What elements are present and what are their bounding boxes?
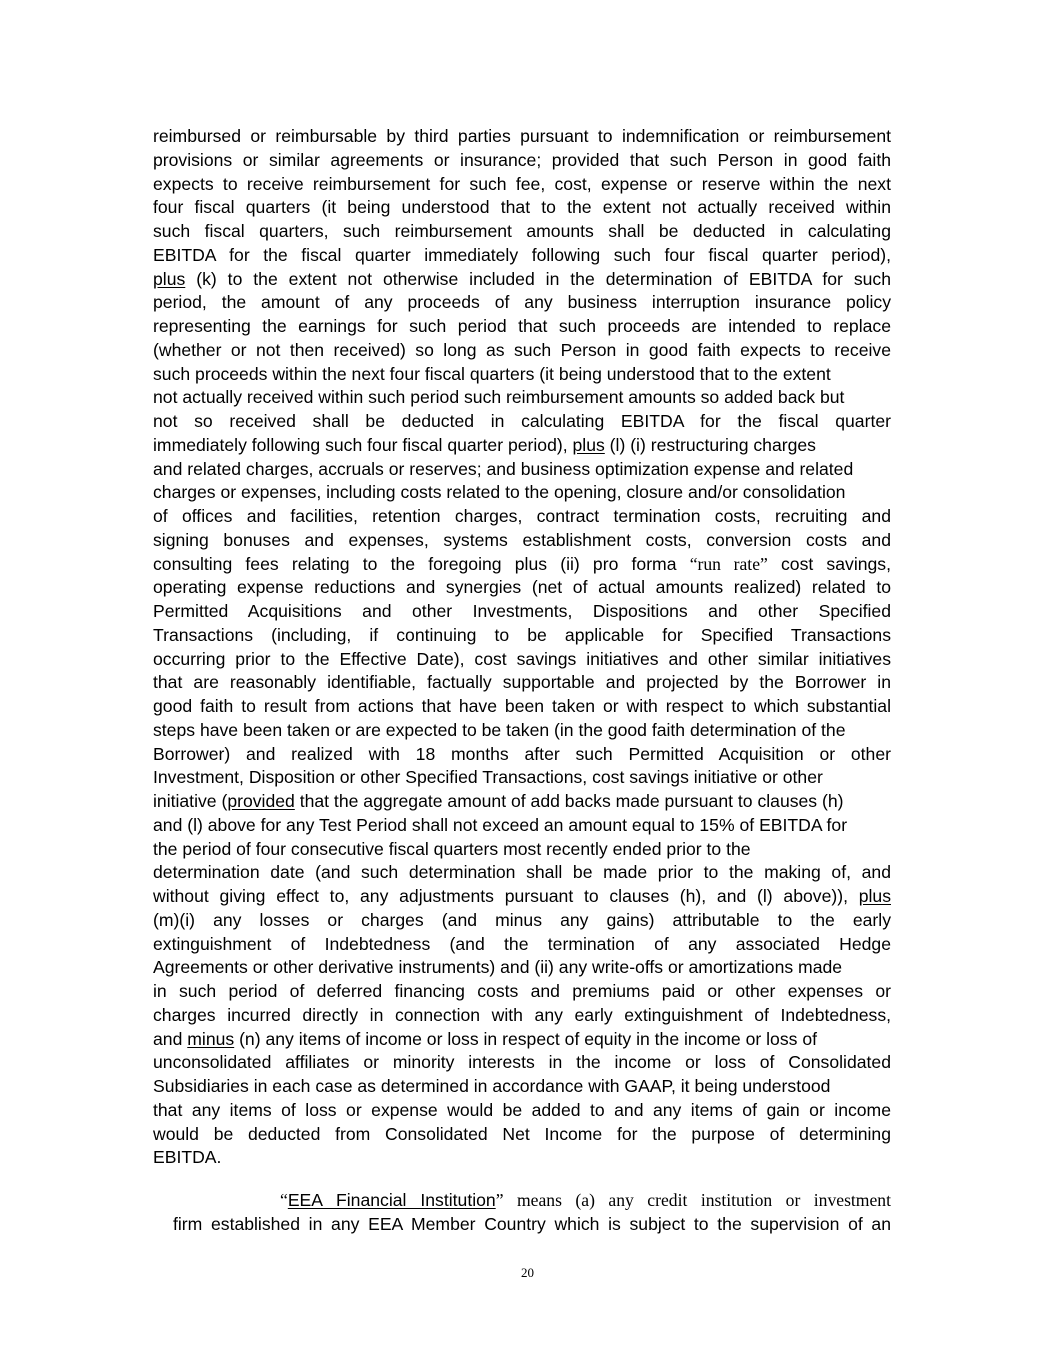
- text-line: of offices and facilities, retention charges, contract termination costs, recruiting and: [153, 506, 891, 526]
- text-line: such proceeds within the next four fiscal quarters (it being understood that to the extent: [153, 363, 831, 384]
- plus-term: plus: [572, 434, 605, 455]
- text-line: not so received shall be deducted in calculating EBITDA for the fiscal quarter: [153, 411, 891, 431]
- text-line: Transactions (including, if continuing to be applicable for Specified Transactions: [153, 624, 891, 645]
- text-line: without giving effect to, any adjustments pursuant to clauses (h), and (l) above)), plus: [153, 886, 891, 906]
- text-line: Borrower) and realized with 18 months after such Permitted Acquisition or other: [153, 743, 891, 764]
- text-line: good faith to result from actions that have been taken or with respect to which substantial: [153, 696, 891, 716]
- text-line: reimbursed or reimbursable by third parties pursuant to indemnification or reimbursement: [153, 126, 891, 146]
- text-line: Investment, Disposition or other Specified Transactions, cost savings initiative or other: [153, 767, 823, 788]
- page-number: 20: [521, 1265, 534, 1280]
- text-line: the period of four consecutive fiscal quarters most recently ended prior to the: [153, 838, 751, 859]
- text-line: occurring prior to the Effective Date), cost savings initiatives and other similar initiatives: [153, 648, 891, 669]
- text-line: period, the amount of any proceeds of any business interruption insurance policy: [153, 292, 891, 313]
- provided-term: provided: [227, 791, 295, 811]
- text-line: (m)(i) any losses or charges (and minus any gains) attributable to the early: [153, 909, 891, 930]
- text-line: EBITDA.: [153, 1147, 222, 1168]
- defined-term: EEA Financial Institution: [287, 1190, 496, 1210]
- text-line: in such period of deferred financing costs and premiums paid or other expenses or: [153, 981, 891, 1001]
- text-line: plus (k) to the extent not otherwise included in the determination of EBITDA for such: [153, 268, 891, 289]
- plus-term: plus: [153, 268, 186, 289]
- text-line: expects to receive reimbursement for such fee, cost, expense or reserve within the next: [153, 173, 891, 194]
- text-line: Subsidiaries in each case as determined in accordance with GAAP, it being understood: [153, 1076, 831, 1096]
- text-line: and related charges, accruals or reserves; and business optimization expense and related: [153, 458, 854, 479]
- text-line: and (l) above for any Test Period shall not exceed an amount equal to 15% of EBITDA for: [153, 814, 848, 835]
- run-rate-quote: “run rate”: [689, 553, 768, 574]
- text-line: charges incurred directly in connection with any early extinguishment of Indebtedness,: [153, 1004, 891, 1025]
- text-line: (whether or not then received) so long as such Person in good faith expects to receive: [153, 339, 891, 360]
- definition-second-line: firm established in any EEA Member Country which is subject to the supervision of an: [173, 1214, 891, 1234]
- text-line: Permitted Acquisitions and other Investments, Dispositions and other Specified: [153, 601, 891, 621]
- text-line: extinguishment of Indebtedness (and the termination of any associated Hedge: [153, 933, 891, 954]
- text-line: representing the earnings for such period that such proceeds are intended to replace: [153, 316, 891, 336]
- text-line: such fiscal quarters, such reimbursement amounts shall be deducted in calculating: [153, 221, 891, 241]
- eea-financial-institution-definition: [153, 1188, 891, 1236]
- text-line: charges or expenses, including costs related to the opening, closure and/or consolidation: [153, 482, 846, 503]
- ebitda-definition-paragraph: [153, 125, 891, 1170]
- text-line: signing bonuses and expenses, systems establishment costs, conversion costs and: [153, 529, 891, 550]
- plus-term: plus: [858, 886, 891, 906]
- text-line: consulting fees relating to the foregoing plus (ii) pro forma “run rate” cost savings,: [153, 553, 891, 574]
- text-line: would be deducted from Consolidated Net Income for the purpose of determining: [153, 1123, 891, 1144]
- text-line: that are reasonably identifiable, factually supportable and projected by the Borrower in: [153, 672, 891, 693]
- text-line: not actually received within such period such reimbursement amounts so added back but: [153, 387, 845, 408]
- definition-first-line: “EEA Financial Institution” means (a) any credit institution or investment: [280, 1190, 891, 1210]
- text-line: determination date (and such determination shall be made prior to the making of, and: [153, 862, 891, 883]
- text-line: provisions or similar agreements or insurance; provided that such Person in good faith: [153, 149, 891, 170]
- text-line: and minus (n) any items of income or loss in respect of equity in the income or loss of: [153, 1028, 817, 1049]
- text-line: four fiscal quarters (it being understood that to the extent not actually received within: [153, 197, 891, 218]
- minus-term: minus: [187, 1028, 235, 1049]
- text-line: that any items of loss or expense would be added to and any items of gain or income: [153, 1099, 891, 1120]
- text-line: steps have been taken or are expected to be taken (in the good faith determination of the: [153, 719, 846, 740]
- text-line: Agreements or other derivative instruments) and (ii) any write-offs or amortizations made: [153, 957, 843, 978]
- text-line: initiative (provided that the aggregate amount of add backs made pursuant to clauses (h): [153, 791, 844, 811]
- text-line: unconsolidated affiliates or minority interests in the income or loss of Consolidated: [153, 1052, 891, 1073]
- text-line: EBITDA for the fiscal quarter immediately following such four fiscal quarter period),: [153, 244, 891, 265]
- text-line: operating expense reductions and synergies (net of actual amounts realized) related to: [153, 577, 891, 598]
- text-line: immediately following such four fiscal quarter period), plus (l) (i) restructuring charges: [153, 434, 816, 455]
